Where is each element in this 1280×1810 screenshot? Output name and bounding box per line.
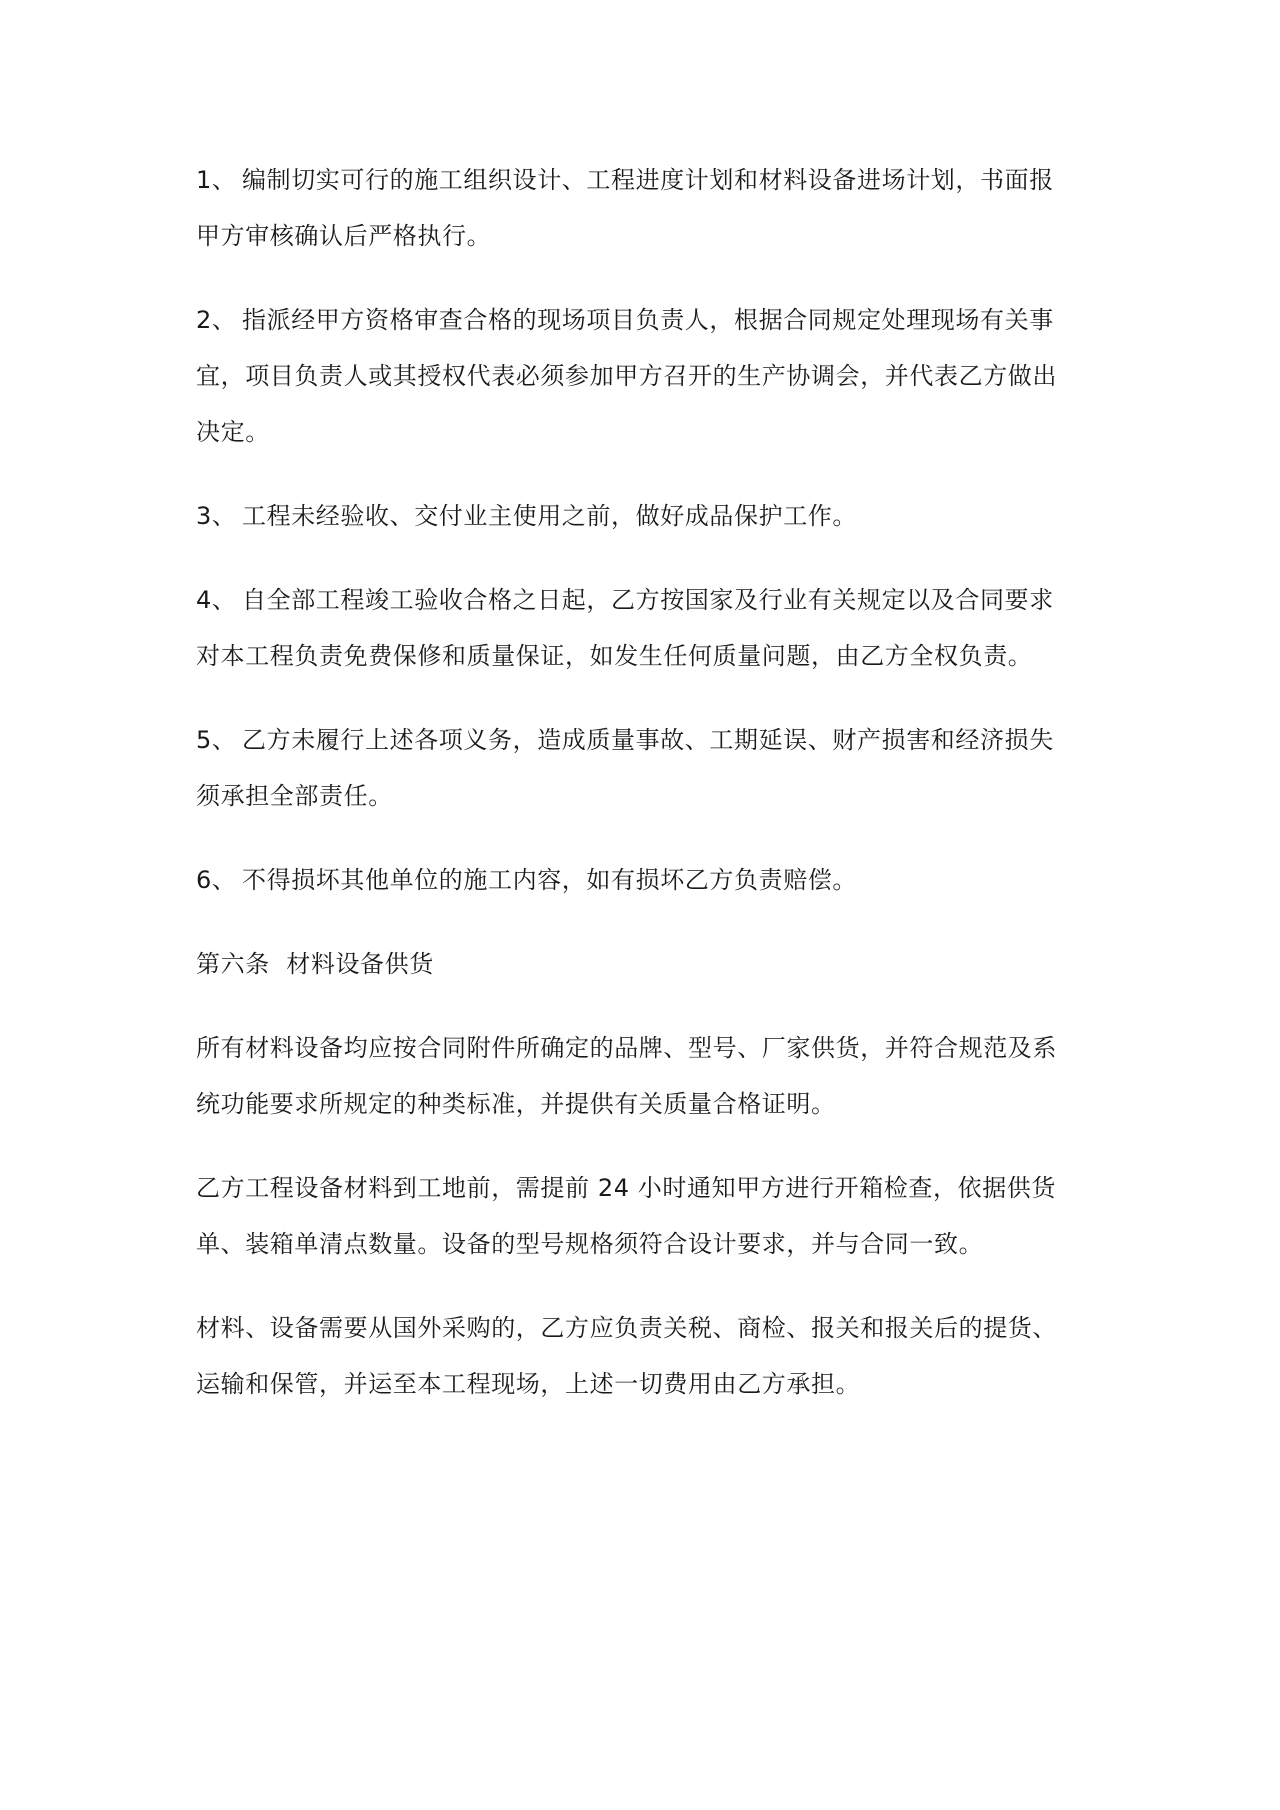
paragraph-2-line-2: 单、装箱单清点数量。设备的型号规格须符合设计要求，并与合同一致。 [196, 1230, 984, 1258]
item-number: 6、 [196, 866, 237, 894]
item-text: 工程未经验收、交付业主使用之前，做好成品保护工作。 [242, 502, 857, 530]
item-5-line-1 [196, 724, 1054, 756]
item-text: 自全部工程竣工验收合格之日起，乙方按国家及行业有关规定以及合同要求 [242, 586, 1054, 614]
item-number: 5、 [196, 726, 237, 754]
item-2-line-3: 决定。 [196, 418, 270, 446]
item-2-line-1 [196, 304, 1054, 336]
item-2-line-2: 宜，项目负责人或其授权代表必须参加甲方召开的生产协调会，并代表乙方做出 [196, 362, 1057, 390]
item-5-line-2: 须承担全部责任。 [196, 782, 393, 810]
item-1-line-2: 甲方审核确认后严格执行。 [196, 222, 492, 250]
item-text: 不得损坏其他单位的施工内容，如有损坏乙方负责赔偿。 [242, 866, 857, 894]
item-number: 1、 [196, 166, 237, 194]
item-number: 3、 [196, 502, 237, 530]
item-text: 指派经甲方资格审查合格的现场项目负责人，根据合同规定处理现场有关事 [242, 306, 1054, 334]
section-heading: 第六条 材料设备供货 [196, 950, 434, 978]
item-4-line-2: 对本工程负责免费保修和质量保证，如发生任何质量问题，由乙方全权负责。 [196, 642, 1033, 670]
item-text: 编制切实可行的施工组织设计、工程进度计划和材料设备进场计划，书面报 [242, 166, 1054, 194]
item-1-line-1 [196, 164, 1054, 196]
paragraph-3-line-2: 运输和保管，并运至本工程现场，上述一切费用由乙方承担。 [196, 1370, 861, 1398]
paragraph-1-line-2: 统功能要求所规定的种类标准，并提供有关质量合格证明。 [196, 1090, 836, 1118]
paragraph-3-line-1: 材料、设备需要从国外采购的，乙方应负责关税、商检、报关和报关后的提货、 [196, 1314, 1057, 1342]
item-number: 4、 [196, 586, 237, 614]
paragraph-1-line-1: 所有材料设备均应按合同附件所确定的品牌、型号、厂家供货，并符合规范及系 [196, 1034, 1057, 1062]
item-number: 2、 [196, 306, 237, 334]
paragraph-2-line-1: 乙方工程设备材料到工地前，需提前 24 小时通知甲方进行开箱检查，依据供货 [196, 1174, 1056, 1202]
item-3-line-1 [196, 500, 857, 532]
item-6-line-1 [196, 864, 857, 896]
item-text: 乙方未履行上述各项义务，造成质量事故、工期延误、财产损害和经济损失 [242, 726, 1054, 754]
item-4-line-1 [196, 584, 1054, 616]
